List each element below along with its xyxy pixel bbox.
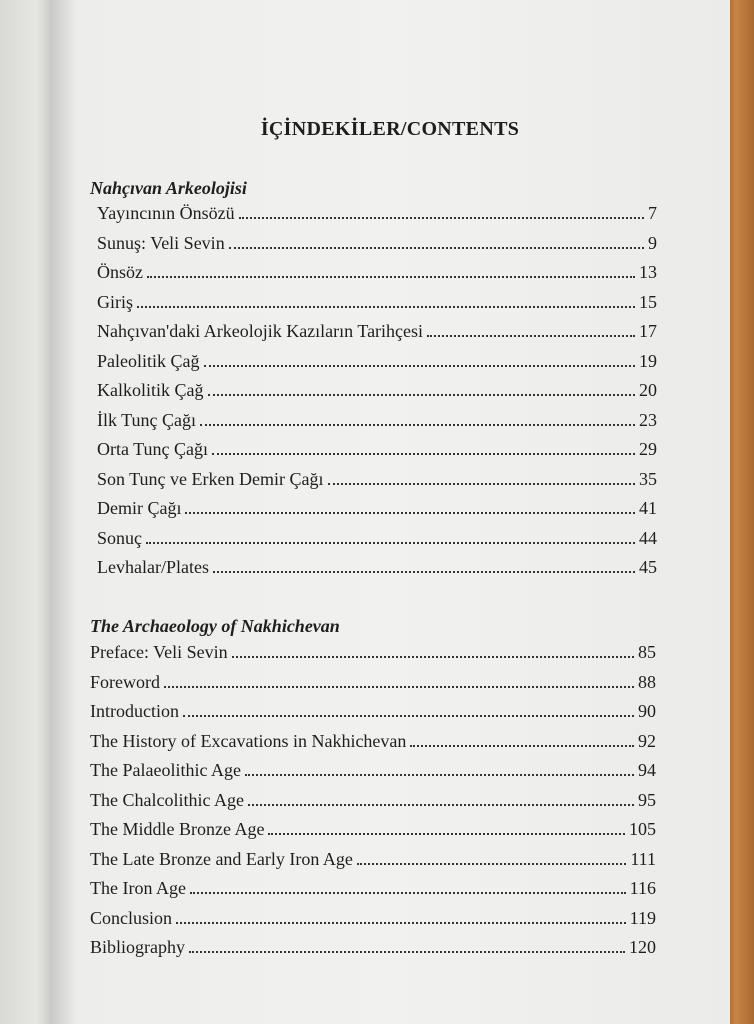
toc-entry-title: İlk Tunç Çağı <box>97 409 197 430</box>
contents-page <box>50 0 730 1024</box>
toc-entry-page: 20 <box>639 380 657 400</box>
dot-leader <box>248 804 634 806</box>
toc-entry-page: 7 <box>648 203 657 223</box>
dot-leader <box>328 483 636 485</box>
toc-entry <box>90 878 656 908</box>
toc-entry-title: Son Tunç ve Erken Demir Çağı <box>97 468 324 489</box>
toc-entry-page: 119 <box>629 907 656 928</box>
toc-entry-title: Levhalar/Plates <box>97 557 209 577</box>
dot-leader <box>232 656 634 658</box>
dot-leader <box>137 306 635 308</box>
toc-entry-page: 17 <box>639 321 657 341</box>
toc-entry <box>90 819 656 849</box>
toc-entry-page: 15 <box>639 291 657 312</box>
toc-entry <box>97 262 657 292</box>
toc-entry-title: Yayıncının Önsözü <box>97 203 235 223</box>
dot-leader <box>204 365 636 367</box>
dot-leader <box>147 276 635 278</box>
toc-entry <box>90 908 656 938</box>
toc-list-english <box>90 642 656 967</box>
toc-entry-title: Kalkolitik Çağ <box>97 380 204 400</box>
dot-leader <box>200 424 635 426</box>
dot-leader <box>190 892 626 894</box>
toc-entry-title: Giriş <box>97 291 133 312</box>
toc-entry-page: 94 <box>638 760 656 780</box>
dot-leader <box>185 512 635 514</box>
toc-entry <box>97 351 657 381</box>
toc-entry-title: The Chalcolithic Age <box>90 789 244 810</box>
toc-entry-page: 116 <box>629 878 656 898</box>
toc-entry <box>97 439 657 469</box>
toc-entry <box>97 557 657 587</box>
dot-leader <box>146 542 635 544</box>
page-title: İÇİNDEKİLER/CONTENTS <box>260 118 520 140</box>
toc-entry <box>97 203 657 233</box>
toc-entry-title: The Middle Bronze Age <box>90 819 265 839</box>
toc-entry <box>97 321 657 351</box>
toc-entry-page: 44 <box>639 527 657 548</box>
toc-entry <box>90 849 656 879</box>
toc-entry-page: 23 <box>639 409 657 430</box>
toc-entry-title: Nahçıvan'daki Arkeolojik Kazıların Tarihçesi <box>97 321 424 341</box>
toc-entry <box>97 528 657 558</box>
toc-entry <box>90 642 656 672</box>
toc-entry-title: Demir Çağı <box>97 498 182 518</box>
dot-leader <box>176 922 626 924</box>
dot-leader <box>268 833 625 835</box>
dot-leader <box>357 863 626 865</box>
toc-entry-title: Bibliography <box>90 937 185 957</box>
toc-entry <box>90 937 656 967</box>
dot-leader <box>189 951 625 953</box>
section-heading-english: The Archaeology of Nakhichevan <box>90 616 340 636</box>
toc-entry <box>90 731 656 761</box>
dot-leader <box>183 715 634 717</box>
toc-entry <box>90 790 656 820</box>
toc-entry <box>97 233 657 263</box>
toc-entry-page: 88 <box>638 671 656 692</box>
dot-leader <box>245 774 634 776</box>
section-heading-turkish: Nahçıvan Arkeolojisi <box>90 178 247 198</box>
dot-leader <box>410 745 634 747</box>
toc-entry-title: Paleolitik Çağ <box>97 350 200 371</box>
toc-entry <box>90 672 656 702</box>
dot-leader <box>239 217 644 219</box>
toc-entry <box>97 469 657 499</box>
toc-entry <box>97 292 657 322</box>
toc-entry-title: Sunuş: Veli Sevin <box>97 232 225 253</box>
dot-leader <box>427 335 635 337</box>
toc-entry-title: The Palaeolithic Age <box>90 760 241 780</box>
toc-entry-title: The History of Excavations in Nakhichevan <box>90 730 407 751</box>
dot-leader <box>229 247 644 249</box>
toc-entry-page: 92 <box>638 730 656 751</box>
toc-entry-title: The Late Bronze and Early Iron Age <box>90 848 353 869</box>
toc-entry-page: 105 <box>629 819 656 839</box>
dot-leader <box>164 686 634 688</box>
toc-entry-page: 19 <box>639 350 657 371</box>
toc-entry-title: Önsöz <box>97 262 143 282</box>
toc-entry-page: 95 <box>638 789 656 810</box>
toc-entry <box>97 380 657 410</box>
toc-entry-title: The Iron Age <box>90 878 186 898</box>
toc-entry-title: Introduction <box>90 701 179 721</box>
toc-entry-title: Orta Tunç Çağı <box>97 439 209 459</box>
toc-entry <box>97 410 657 440</box>
toc-entry <box>90 760 656 790</box>
dot-leader <box>208 394 636 396</box>
toc-entry-page: 35 <box>639 468 657 489</box>
toc-entry-page: 9 <box>648 232 657 253</box>
toc-entry-title: Sonuç <box>97 527 142 548</box>
toc-entry-title: Conclusion <box>90 907 173 928</box>
toc-entry-page: 45 <box>639 557 657 577</box>
dot-leader <box>212 453 635 455</box>
toc-entry <box>97 498 657 528</box>
toc-entry-page: 41 <box>639 498 657 518</box>
toc-entry <box>90 701 656 731</box>
toc-entry-page: 85 <box>638 642 656 662</box>
toc-entry-page: 120 <box>629 937 656 957</box>
toc-list-turkish <box>97 203 657 587</box>
toc-entry-title: Foreword <box>90 671 160 692</box>
toc-entry-page: 90 <box>638 701 656 721</box>
toc-entry-page: 13 <box>639 262 657 282</box>
toc-entry-page: 29 <box>639 439 657 459</box>
toc-entry-page: 111 <box>630 848 656 869</box>
toc-entry-title: Preface: Veli Sevin <box>90 642 228 662</box>
left-page-edge <box>0 0 52 1024</box>
dot-leader <box>213 571 635 573</box>
